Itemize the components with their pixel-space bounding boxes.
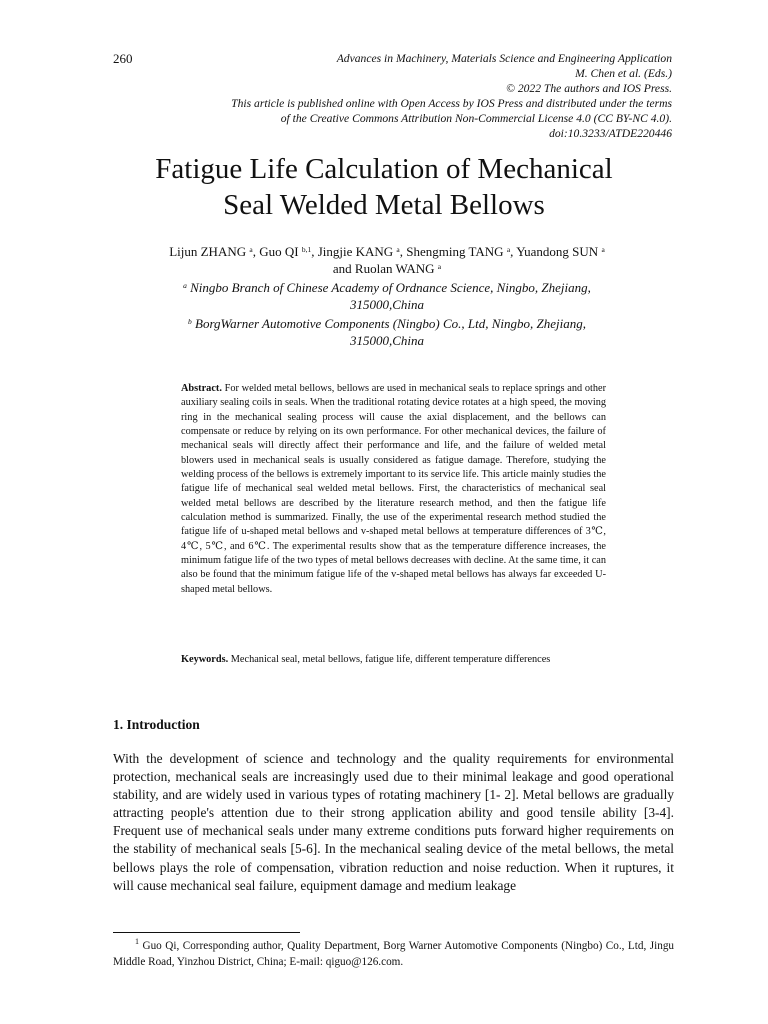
affiliation-postcode: 315000,China: [349, 333, 425, 348]
footnote-mark: 1: [135, 937, 139, 946]
paper-title-line-2: Seal Welded Metal Bellows: [223, 189, 545, 221]
header-line-license-2: of the Creative Commons Attribution Non-Commercial License 4.0 (CC BY-NC 4.0).: [280, 112, 672, 125]
paper-title-line-1: Fatigue Life Calculation of Mechanical: [155, 153, 613, 185]
affiliation-a: [100, 279, 674, 313]
author-affil-mark: a: [506, 245, 511, 254]
author-affil-mark: a: [601, 245, 605, 254]
section-heading: 1. Introduction: [113, 717, 200, 732]
author-name: Lijun ZHANG: [169, 244, 247, 259]
paper-title: [0, 151, 768, 223]
running-header: [152, 51, 672, 141]
author-name: Guo QI: [259, 244, 299, 259]
author-affil-mark: a: [249, 245, 253, 254]
affiliation-mark: b: [188, 317, 192, 326]
footnote-text: Guo Qi, Corresponding author, Quality Department, Borg Warner Automotive Components (Ningbo) Co., Ltd, Jingu Middle Road, Yinzhou District, China; E-mail: qiguo@126.com.: [113, 940, 675, 968]
affiliation-b: [100, 315, 674, 349]
header-line-copyright: © 2022 The authors and IOS Press.: [506, 82, 672, 95]
keywords-text: Mechanical seal, metal bellows, fatigue life, different temperature differences: [230, 654, 551, 665]
affiliation-postcode: 315000,China: [349, 297, 425, 312]
author-affil-mark: a: [437, 262, 442, 271]
author-list: Lijun ZHANG $^a$, Guo QI $^{b,1}$, Jingjie KANG $^a$, Shengming TANG $^a$, Yuandong SUN $^a$ and Ruolan WANG $^a$: [169, 244, 605, 276]
author-name: Shengming TANG: [406, 244, 504, 259]
header-line-license-1: This article is published online with Open Access by IOS Press and distributed under the terms: [231, 97, 672, 110]
header-line-doi: doi:10.3233/ATDE220446: [549, 127, 672, 140]
affiliation-text: Ningbo Branch of Chinese Academy of Ordnance Science, Ningbo, Zhejiang,: [190, 280, 591, 295]
author-name: Yuandong SUN: [516, 244, 599, 259]
author-affil-mark: b,1: [301, 245, 312, 254]
abstract-label: Abstract.: [181, 383, 222, 394]
header-line-editors: M. Chen et al. (Eds.): [575, 67, 672, 80]
author-name: Jingjie KANG: [317, 244, 394, 259]
header-line-book: Advances in Machinery, Materials Science and Engineering Application: [336, 52, 672, 65]
affiliation-mark: a: [183, 281, 187, 290]
body-paragraph: With the development of science and technology and the quality requirements for environmental protection, mechanical seals are increasingly used due to their minimal leakage and good operational stability, and are widely used in various types of rotating machinery [1- 2]. Metal bellows are gradually attracting people's attention due to their strong application ability and good tensile ability [3-4]. Frequent use of mechanical seals under many extreme conditions puts forward higher requirements on the stability of mechanical seals [5-6]. In the mechanical sealing device of the metal bellows, the metal bellows plays the role of compensation, vibration reduction and noise reduction. When it ruptures, it will cause mechanical seal failure, equipment damage and medium leakage: [113, 751, 674, 893]
footnote: [113, 938, 674, 970]
keywords-label: Keywords.: [181, 654, 229, 665]
abstract-text: For welded metal bellows, bellows are used in mechanical seals to replace springs and other auxiliary sealing coils in seals. When the traditional rotating device rotates at a high speed, the moving ring in the mechanical sealing process will cause the axial displacement, and the bellows can compensate or reduce by relying on its own performance. For other mechanical devices, the failure of mechanical seals will directly affect their performance and life, and the failure of welded metal blowers used in mechanical seals is usually considered as fatigue damage. Therefore, studying the welding process of the bellows is extremely important to its service life. This article mainly studies the fatigue life of mechanical seal welded metal bellows. First, the characteristics of mechanical seal welded metal bellows are described by the literature research method, and then the fatigue life calculation method is summarized. Finally, the use of the experimental research method studied the fatigue life of u-shaped metal bellows and v-shaped metal bellows at temperature differences of 3℃, 4℃, 5℃, and 6℃. The experimental results show that as the temperature difference increases, the minimum fatigue life of the two types of metal bellows decreases with decline. At the same time, it can also be found that the minimum fatigue life of the v-shaped metal bellows has always far exceeded U-shaped metal bellows.: [181, 383, 607, 595]
author-name: and Ruolan WANG: [332, 261, 435, 276]
page-number: 260: [113, 51, 133, 66]
abstract: [181, 382, 606, 597]
affiliation-text: BorgWarner Automotive Components (Ningbo) Co., Ltd, Ningbo, Zhejiang,: [195, 316, 586, 331]
keywords: [181, 653, 606, 667]
footnote-rule: [113, 932, 300, 933]
author-affil-mark: a: [396, 245, 400, 254]
